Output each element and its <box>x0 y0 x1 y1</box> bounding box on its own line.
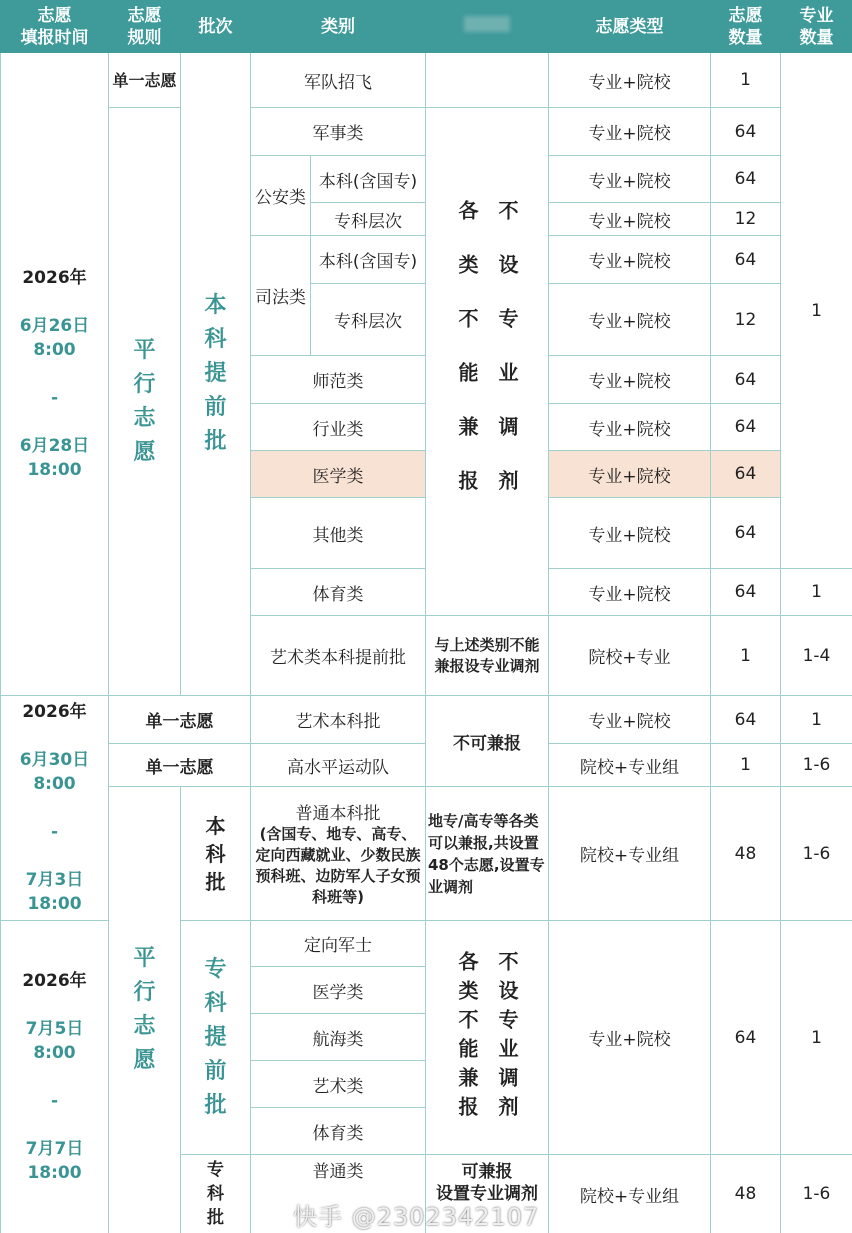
rule-single: 单一志愿 <box>109 53 181 108</box>
count: 64 <box>711 569 781 616</box>
type: 专业+院校 <box>549 921 711 1155</box>
category: 医学类 <box>251 451 426 498</box>
category: 定向军士 <box>251 921 426 967</box>
table-row <box>1 787 852 921</box>
category: 医学类 <box>251 967 426 1014</box>
subcategory: 专科层次 <box>311 203 426 236</box>
notes: 与上述类别不能兼报设专业调剂 <box>426 616 549 696</box>
period-1: 2026年 6月26日 8:00 - 6月28日 18:00 <box>1 53 109 696</box>
rule-parallel: 平行志愿 <box>109 108 181 696</box>
count: 48 <box>711 787 781 921</box>
category: 军事类 <box>251 108 426 156</box>
count: 64 <box>711 108 781 156</box>
type: 专业+院校 <box>549 156 711 203</box>
category: 行业类 <box>251 404 426 451</box>
count: 1 <box>711 53 781 108</box>
count: 64 <box>711 156 781 203</box>
category: 军队招飞 <box>251 53 426 108</box>
header-blurred <box>426 1 549 53</box>
rule-parallel: 平行志愿 <box>109 787 181 1233</box>
header-type: 志愿类型 <box>549 1 711 53</box>
type: 专业+院校 <box>549 356 711 404</box>
major-count: 1 <box>781 696 852 744</box>
category: 司法类 <box>251 236 311 356</box>
batch-junior: 专科批 <box>181 1155 251 1233</box>
count: 48 <box>711 1155 781 1233</box>
rule-single: 单一志愿 <box>109 696 251 744</box>
major-count: 1 <box>781 569 852 616</box>
count: 64 <box>711 696 781 744</box>
category: 其他类 <box>251 498 426 569</box>
header-rule: 志愿 规则 <box>109 1 181 53</box>
type: 专业+院校 <box>549 236 711 284</box>
notes: 不可兼报 <box>426 696 549 787</box>
header-batch: 批次 <box>181 1 251 53</box>
major-count: 1-6 <box>781 787 852 921</box>
subcategory: 专科层次 <box>311 284 426 356</box>
notes: 地专/高专等各类可以兼报,共设置48个志愿,设置专业调剂 <box>426 787 549 921</box>
type: 院校+专业组 <box>549 787 711 921</box>
type: 院校+专业组 <box>549 1155 711 1233</box>
period-3: 2026年 7月5日 8:00 - 7月7日 18:00 <box>1 921 109 1233</box>
count: 64 <box>711 404 781 451</box>
count: 12 <box>711 284 781 356</box>
major-count: 1 <box>781 921 852 1155</box>
header-count: 志愿 数量 <box>711 1 781 53</box>
rule-single: 单一志愿 <box>109 744 251 787</box>
major-count: 1 <box>781 53 852 569</box>
header-major-count: 专业 数量 <box>781 1 852 53</box>
major-count: 1-6 <box>781 744 852 787</box>
type: 专业+院校 <box>549 696 711 744</box>
category: 普通类 <box>251 1155 426 1233</box>
period-2: 2026年 6月30日 8:00 - 7月3日 18:00 <box>1 696 109 921</box>
category: 师范类 <box>251 356 426 404</box>
category: 体育类 <box>251 1108 426 1155</box>
count: 64 <box>711 498 781 569</box>
type: 专业+院校 <box>549 108 711 156</box>
batch-early-junior: 专科提前批 <box>181 921 251 1155</box>
table-row <box>1 696 852 744</box>
table-row <box>1 108 852 156</box>
subcategory: 本科(含国专) <box>311 156 426 203</box>
count: 64 <box>711 921 781 1155</box>
type: 专业+院校 <box>549 404 711 451</box>
subcategory: 本科(含国专) <box>311 236 426 284</box>
watermark: 快手 @2302342107 <box>293 1203 540 1231</box>
notes-empty <box>426 53 549 108</box>
type: 专业+院校 <box>549 498 711 569</box>
category: 艺术类 <box>251 1061 426 1108</box>
type: 院校+专业 <box>549 616 711 696</box>
type: 专业+院校 <box>549 451 711 498</box>
category: 航海类 <box>251 1014 426 1061</box>
type: 院校+专业组 <box>549 744 711 787</box>
type: 专业+院校 <box>549 53 711 108</box>
major-count: 1-4 <box>781 616 852 696</box>
count: 12 <box>711 203 781 236</box>
type: 专业+院校 <box>549 284 711 356</box>
count: 64 <box>711 236 781 284</box>
type: 专业+院校 <box>549 569 711 616</box>
table-row <box>1 53 852 108</box>
header-time: 志愿 填报时间 <box>1 1 109 53</box>
header-row <box>1 1 852 53</box>
notes-no-combine: 各类不能兼报 不设专业调剂 <box>426 108 549 616</box>
category: 公安类 <box>251 156 311 236</box>
count: 1 <box>711 744 781 787</box>
count: 1 <box>711 616 781 696</box>
category: 普通本科批 (含国专、地专、高专、定向西藏就业、少数民族预科班、边防军人子女预科班等) <box>251 787 426 921</box>
type: 专业+院校 <box>549 203 711 236</box>
count: 64 <box>711 451 781 498</box>
header-category: 类别 <box>251 1 426 53</box>
category: 体育类 <box>251 569 426 616</box>
notes: 可兼报 设置专业调剂 <box>426 1155 549 1233</box>
count: 64 <box>711 356 781 404</box>
batch-undergrad: 本科批 <box>181 787 251 921</box>
category: 高水平运动队 <box>251 744 426 787</box>
notes-no-combine: 各类不能兼报 不设专业调剂 <box>426 921 549 1155</box>
category: 艺术类本科提前批 <box>251 616 426 696</box>
major-count: 1-6 <box>781 1155 852 1233</box>
category: 艺术本科批 <box>251 696 426 744</box>
batch-early-undergrad: 本科提前批 <box>181 53 251 696</box>
